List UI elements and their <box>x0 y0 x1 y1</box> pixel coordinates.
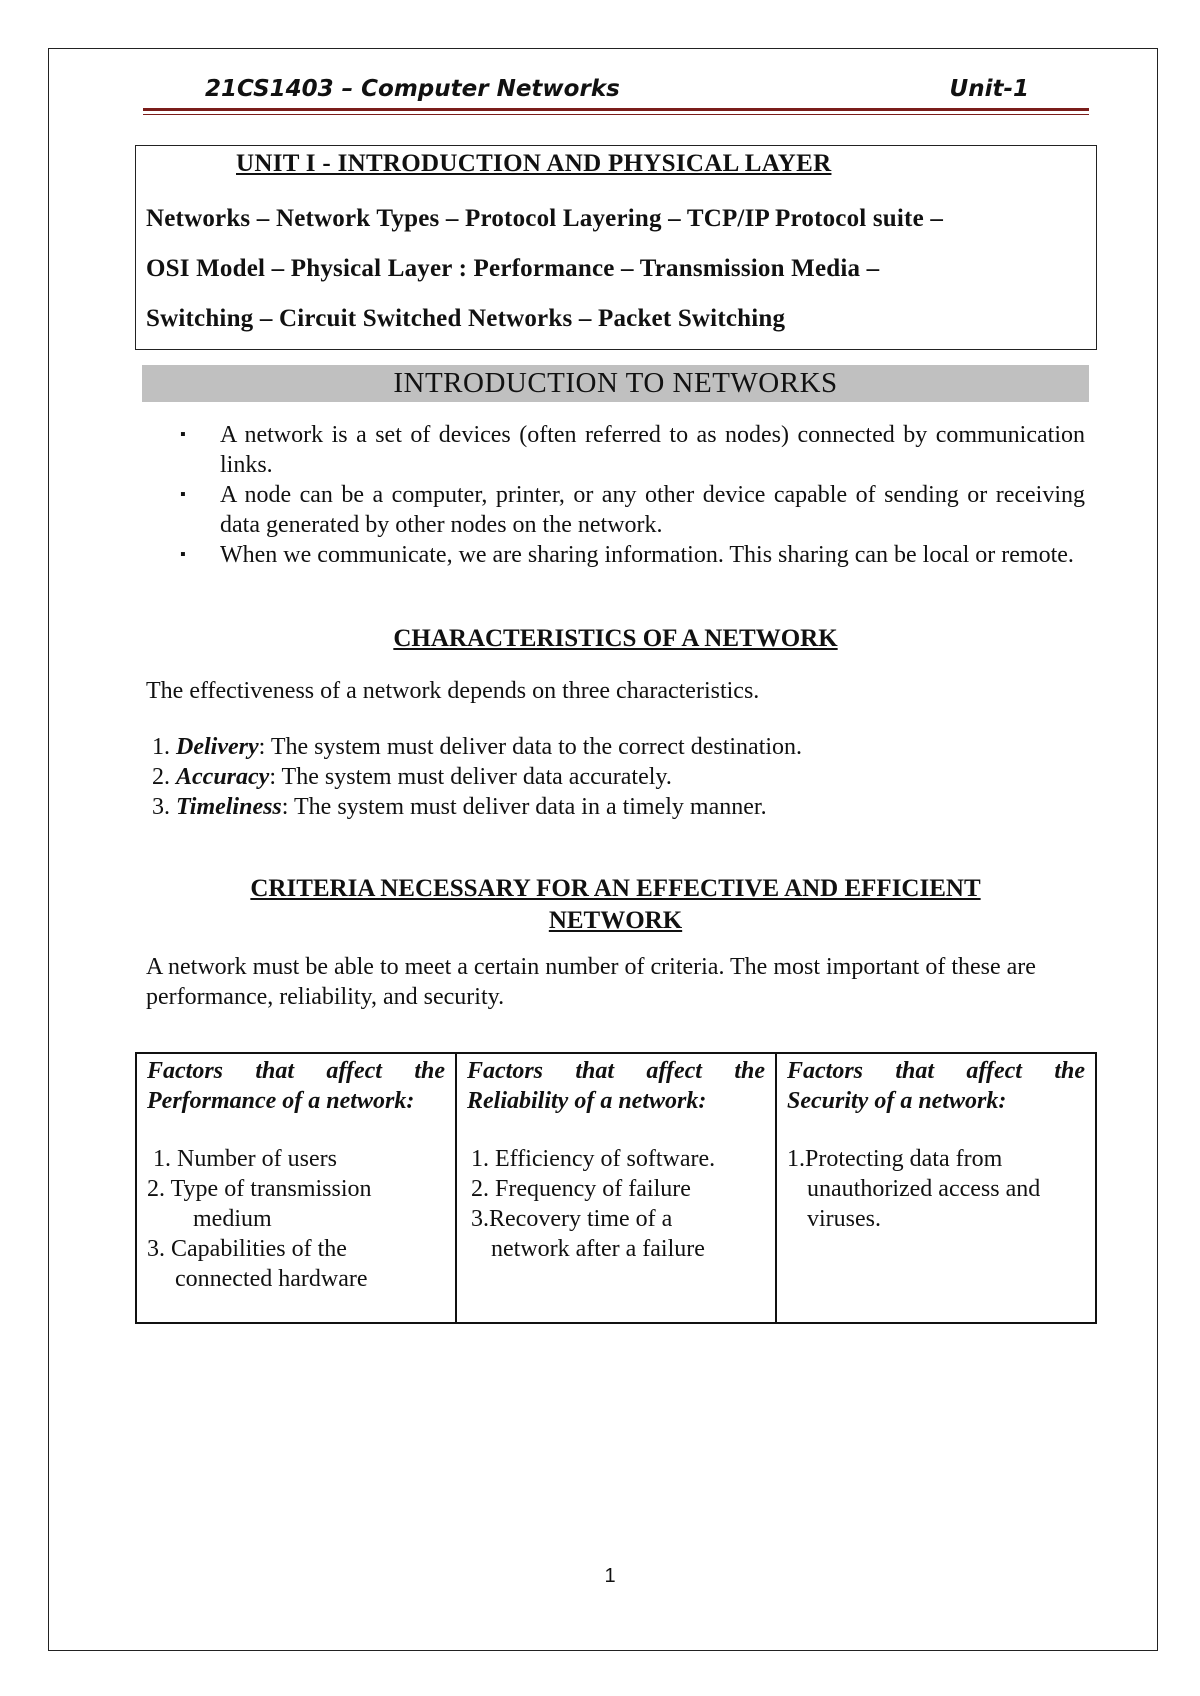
page-header <box>143 72 1089 112</box>
characteristics-list <box>152 732 802 822</box>
bullet-icon: ▪ <box>180 486 186 503</box>
factor-list <box>467 1144 765 1264</box>
list-item <box>152 762 802 792</box>
item-number: 1. <box>152 734 170 760</box>
list-item: 1. Number of users <box>153 1146 337 1172</box>
syllabus-box <box>135 145 1097 350</box>
bullet-text: When we communicate, we are sharing information. This sharing can be local or remote. <box>220 542 1074 568</box>
list-item: 2. Frequency of failure <box>471 1176 691 1202</box>
unit-label: Unit-1 <box>949 76 1029 102</box>
list-item <box>180 540 1085 570</box>
list-item <box>180 480 1085 540</box>
list-item <box>180 420 1085 480</box>
list-item: network after a failure <box>491 1236 705 1262</box>
table-row <box>136 1053 1096 1323</box>
factor-heading <box>787 1056 1085 1116</box>
criteria-heading-line: NETWORK <box>548 907 683 934</box>
item-term: Accuracy <box>176 764 270 790</box>
list-item: 1.Protecting data from <box>787 1146 1003 1172</box>
factors-table <box>135 1052 1097 1324</box>
bullet-icon: ▪ <box>180 546 186 563</box>
bullet-text: A node can be a computer, printer, or any other device capable of sending or receiving data generated by other nodes on the network. <box>220 482 1085 538</box>
factor-list <box>147 1144 445 1294</box>
item-number: 2. <box>152 764 170 790</box>
intro-bullet-list <box>180 420 1085 570</box>
item-text: : The system must deliver data accurately. <box>269 764 672 790</box>
syllabus-line: Switching – Circuit Switched Networks – Packet Switching <box>146 305 786 332</box>
bullet-icon: ▪ <box>180 426 186 443</box>
factor-heading-line: Factors that affect the <box>147 1058 445 1084</box>
factors-cell-security <box>776 1053 1096 1323</box>
factor-heading-line: Factors that affect the <box>787 1058 1085 1084</box>
list-item: 3. Capabilities of the <box>147 1236 347 1262</box>
characteristics-intro: The effectiveness of a network depends on three characteristics. <box>146 678 760 704</box>
list-item: medium <box>193 1206 272 1232</box>
page-number: 1 <box>604 1565 616 1587</box>
factors-cell-performance <box>136 1053 456 1323</box>
list-item: 3.Recovery time of a <box>471 1206 673 1232</box>
criteria-heading <box>142 873 1089 937</box>
syllabus-line: OSI Model – Physical Layer : Performance – Transmission Media – <box>146 255 880 282</box>
characteristics-heading: CHARACTERISTICS OF A NETWORK <box>393 625 838 652</box>
item-number: 3. <box>152 794 170 820</box>
criteria-heading-line: CRITERIA NECESSARY FOR AN EFFECTIVE AND EFFICIENT <box>250 875 981 902</box>
factor-heading-line: Security of a network: <box>787 1088 1007 1114</box>
intro-section-title: INTRODUCTION TO NETWORKS <box>142 365 1089 402</box>
list-item: unauthorized access and <box>807 1176 1041 1202</box>
list-item <box>152 732 802 762</box>
syllabus-line: Networks – Network Types – Protocol Layering – TCP/IP Protocol suite – <box>146 205 944 232</box>
bullet-text: A network is a set of devices (often referred to as nodes) connected by communication links. <box>220 422 1085 478</box>
factor-heading <box>467 1056 765 1116</box>
item-text: : The system must deliver data to the correct destination. <box>258 734 803 760</box>
item-text: : The system must deliver data in a timely manner. <box>281 794 767 820</box>
header-rule <box>143 108 1089 115</box>
factor-heading-line: Reliability of a network: <box>467 1088 707 1114</box>
item-term: Timeliness <box>176 794 282 820</box>
course-title: 21CS1403 – Computer Networks <box>205 76 620 102</box>
factor-heading-line: Performance of a network: <box>147 1088 415 1114</box>
factors-cell-reliability <box>456 1053 776 1323</box>
item-term: Delivery <box>176 734 259 760</box>
list-item: connected hardware <box>175 1266 368 1292</box>
list-item: 2. Type of transmission <box>147 1176 372 1202</box>
syllabus-title: UNIT I - INTRODUCTION AND PHYSICAL LAYER <box>236 150 832 177</box>
factor-heading <box>147 1056 445 1116</box>
list-item <box>152 792 802 822</box>
list-item: viruses. <box>807 1206 881 1232</box>
syllabus-topics <box>146 194 1088 344</box>
criteria-intro: A network must be able to meet a certain number of criteria. The most important of these are performance, reliability, and security. <box>146 954 1036 1010</box>
factor-heading-line: Factors that affect the <box>467 1058 765 1084</box>
list-item: 1. Efficiency of software. <box>471 1146 716 1172</box>
factor-list <box>787 1144 1085 1234</box>
